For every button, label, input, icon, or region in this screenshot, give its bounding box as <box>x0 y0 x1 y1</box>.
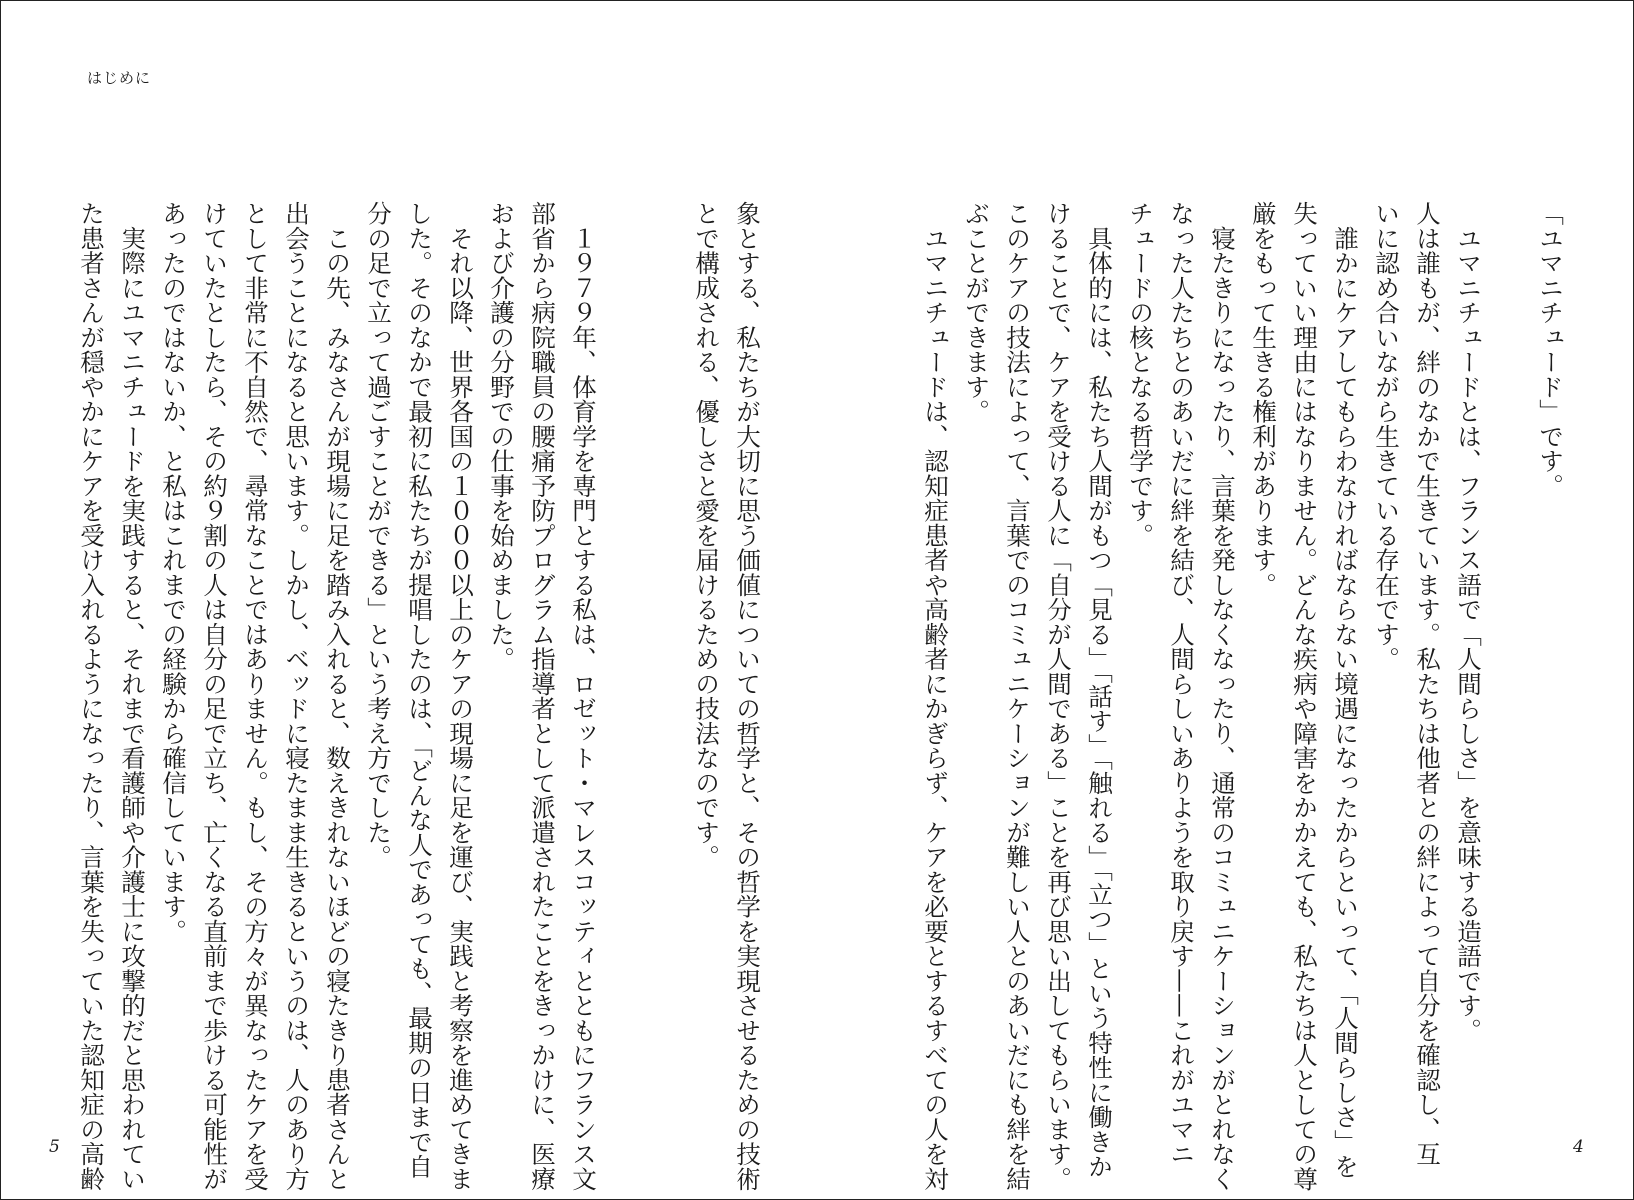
text-line: 厳をもって生きる権利があります。 <box>1249 201 1278 597</box>
running-head: はじめに <box>87 69 152 87</box>
left-page-body <box>71 201 768 1191</box>
text-line: ユマニチュードとは、フランス語で「人間らしさ」を意味する造語です。 <box>1454 201 1483 1043</box>
text-line: ユマニチュードは、認知症患者や高齢者にかぎらず、ケアを必要とするすべての人を対 <box>921 201 950 1191</box>
text-line: このケアの技法によって、言葉でのコミュニケーションが難しい人とのあいだにも絆を結 <box>1003 201 1032 1191</box>
text-line: 「ユマニチュード」です。 <box>1536 201 1565 498</box>
page-number-right: 4 <box>1573 1137 1584 1157</box>
text-line: および介護の分野での仕事を始めました。 <box>487 201 516 672</box>
text-line: 失っていい理由にはなりません。どんな疾病や障害をかかえても、私たちは人としての尊 <box>1290 201 1319 1191</box>
text-line <box>604 201 645 1081</box>
text-line: 部省から病院職員の腰痛予防プログラム指導者として派遣されたことをきっかけに、医療 <box>528 201 557 1191</box>
text-line: 分の足で立って過ごすことができる」という考え方でした。 <box>364 201 393 870</box>
text-line: 具体的には、私たち人間がもつ「見る」「話す」「触れる」「立つ」という特性に働きか <box>1085 201 1114 1179</box>
text-line: 出会うことになると思います。しかし、ベッドに寝たまま生きるというのは、人のあり方 <box>282 201 311 1191</box>
text-line: た患者さんが穏やかにケアを受け入れるようになったり、言葉を失っていた認知症の高齢 <box>77 201 106 1191</box>
text-line: 人は誰もが、絆のなかで生きています。私たちは他者との絆によって自分を確認し、互 <box>1413 201 1442 1167</box>
text-line: 実際にユマニチュードを実践すると、それまで看護師や介護士に攻撃的だと思われてい <box>118 201 147 1191</box>
text-line: 寝たきりになったり、言葉を発しなくなったり、通常のコミュニケーションがとれなく <box>1208 201 1237 1191</box>
text-line: けることで、ケアを受ける人に「自分が人間である」ことを再び思い出してもらいます。 <box>1044 201 1073 1191</box>
text-line: 象とする、私たちが大切に思う価値についての哲学と、その哲学を実現させるための技術 <box>733 201 762 1191</box>
text-line: した。そのなかで最初に私たちが提唱したのは、「どんな人であっても、最期の日まで自 <box>405 201 434 1179</box>
text-line: この先、みなさんが現場に足を踏み入れると、数えきれないほどの寝たきり患者さんと <box>323 201 352 1191</box>
text-line <box>645 201 686 1081</box>
text-line: として非常に不自然で、尋常なことではありません。もし、その方々が異なったケアを受 <box>241 201 270 1191</box>
text-line: あったのではないか、と私はこれまでの経験から確信しています。 <box>159 201 188 944</box>
text-line: ぶことができます。 <box>962 201 991 424</box>
page-number-left: 5 <box>49 1137 60 1157</box>
text-line: いに認め合いながら生きている存在です。 <box>1372 201 1401 672</box>
text-line: それ以降、世界各国の１０００以上のケアの現場に足を運び、実践と考察を進めてきま <box>446 201 475 1191</box>
text-line: けていたとしたら、その約９割の人は自分の足で立ち、亡くなる直前まで歩ける可能性が <box>200 201 229 1191</box>
text-line: とで構成される、優しさと愛を届けるための技法なのです。 <box>692 201 721 870</box>
right-page-body <box>915 201 1571 1191</box>
text-line: 誰かにケアしてもらわなければならない境遇になったからといって、「人間らしさ」を <box>1331 201 1360 1179</box>
text-line: １９７９年、体育学を専門とする私は、ロゼット・マレスコッティとともにフランス文 <box>569 201 598 1191</box>
text-line: なった人たちとのあいだに絆を結び、人間らしいありようを取り戻す——これがユマニ <box>1167 201 1196 1167</box>
text-line <box>1489 201 1530 1081</box>
text-line: チュードの核となる哲学です。 <box>1126 201 1155 548</box>
